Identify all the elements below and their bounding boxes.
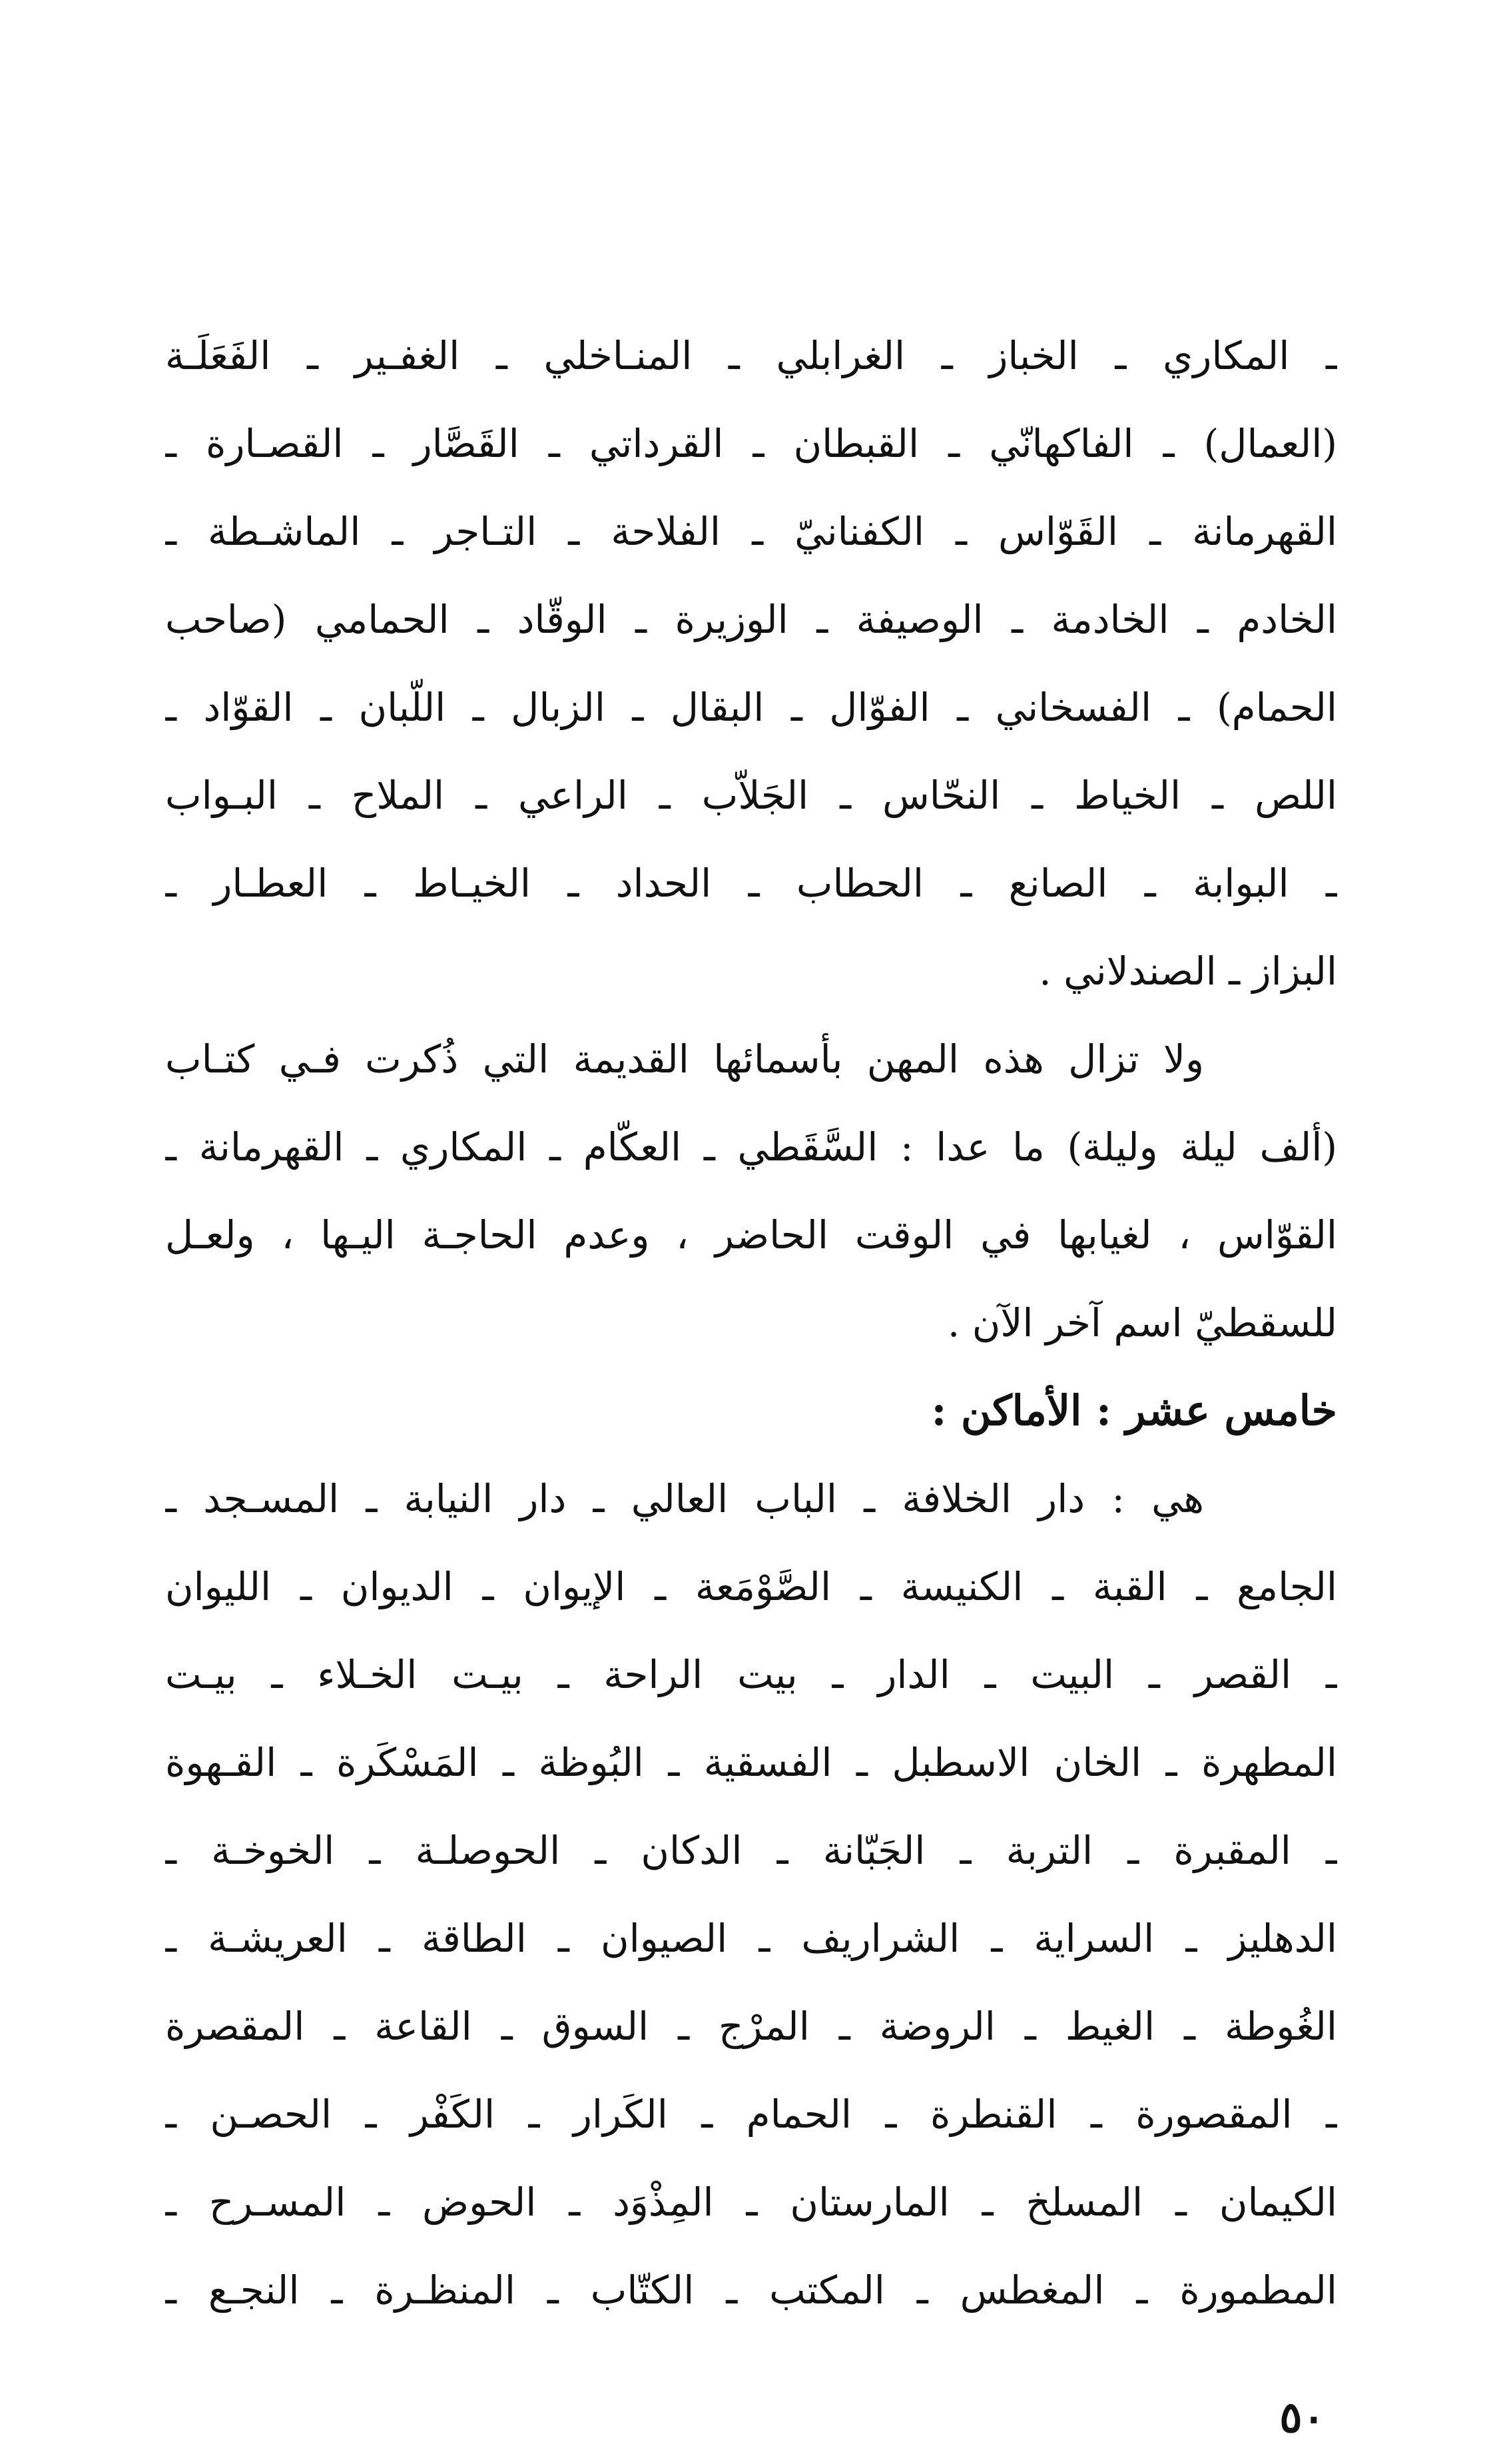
text-line: الدهليز ـ السراية ـ الشراريف ـ الصيوان ـ الطاقة ـ العريشـة ـ xyxy=(165,1916,1337,1961)
text-line: ولا تزال هذه المهن بأسمائها القديمة التي ذُكرت فـي كتـاب xyxy=(165,1036,1204,1082)
text-line: المطمورة ـ المغطس ـ المكتب ـ الكتّاب ـ المنظـرة ـ النجـع ـ xyxy=(165,2267,1337,2313)
text-line: الكيمان ـ المسلخ ـ المارستان ـ المِذْوَد ـ الحوض ـ المسـرح ـ xyxy=(165,2180,1337,2225)
page-body-text xyxy=(165,312,1337,2334)
page-number: ٥٠ xyxy=(1279,2393,1325,2443)
text-line: الحمام) ـ الفسخاني ـ الفوّال ـ البقال ـ الزبال ـ اللّبان ـ القوّاد ـ xyxy=(165,685,1337,730)
text-line: الغُوطة ـ الغيط ـ الروضة ـ المرْج ـ السوق ـ القاعة ـ المقصرة xyxy=(165,2004,1337,2049)
text-line: ـ القصر ـ البيت ـ الدار ـ بيت الراحة ـ بيـت الخـلاء ـ بيـت xyxy=(165,1652,1337,1697)
section-heading: خامس عشر : الأماكن : xyxy=(931,1386,1337,1435)
text-line: الجامع ـ القبة ـ الكنيسة ـ الصَّوْمَعة ـ الإيوان ـ الديوان ـ الليوان xyxy=(165,1564,1337,1609)
text-line: (ألف ليلة وليلة) ما عدا : السَّقَطي ـ العكّام ـ المكاري ـ القهرمانة ـ xyxy=(165,1124,1337,1170)
text-line: للسقطيّ اسم آخر الآن . xyxy=(947,1300,1337,1346)
text-line: القهرمانة ـ القَوّاس ـ الكفنانيّ ـ الفلاحة ـ التـاجر ـ الماشـطة ـ xyxy=(165,509,1337,554)
text-line: اللص ـ الخياط ـ النحّاس ـ الجَلاّب ـ الراعي ـ الملاح ـ البـواب xyxy=(165,773,1337,818)
text-line: (العمال) ـ الفاكهانّي ـ القبطان ـ القرداتي ـ القَصَّار ـ القصـارة ـ xyxy=(165,421,1337,466)
text-line: ـ المقصورة ـ القنطرة ـ الحمام ـ الكَرار ـ الكَفْر ـ الحصـن ـ xyxy=(165,2092,1337,2137)
text-line: المطهرة ـ الخان الاسطبل ـ الفسقية ـ البُوظة ـ المَسْكَرة ـ القـهوة xyxy=(165,1740,1337,1785)
text-line: ـ المكاري ـ الخباز ـ الغرابلي ـ المنـاخلي ـ الغفـير ـ الفَعَلَـة xyxy=(165,333,1337,378)
text-line: ـ البوابة ـ الصانع ـ الحطاب ـ الحداد ـ الخيـاط ـ العطـار ـ xyxy=(165,861,1337,906)
text-line: ـ المقبرة ـ التربة ـ الجَبّانة ـ الدكان ـ الحوصلـة ـ الخوخـة ـ xyxy=(165,1828,1337,1873)
text-line: الخادم ـ الخادمة ـ الوصيفة ـ الوزيرة ـ الوقّاد ـ الحمامي (صاحب xyxy=(165,597,1337,642)
text-line: هي : دار الخلافة ـ الباب العالي ـ دار النيابة ـ المسـجد ـ xyxy=(165,1476,1204,1521)
text-line: القوّاس ، لغيابها في الوقت الحاضر ، وعدم الحاجـة اليـها ، ولعـل xyxy=(165,1212,1337,1258)
text-line: البزاز ـ الصندلاني . xyxy=(1039,949,1337,994)
